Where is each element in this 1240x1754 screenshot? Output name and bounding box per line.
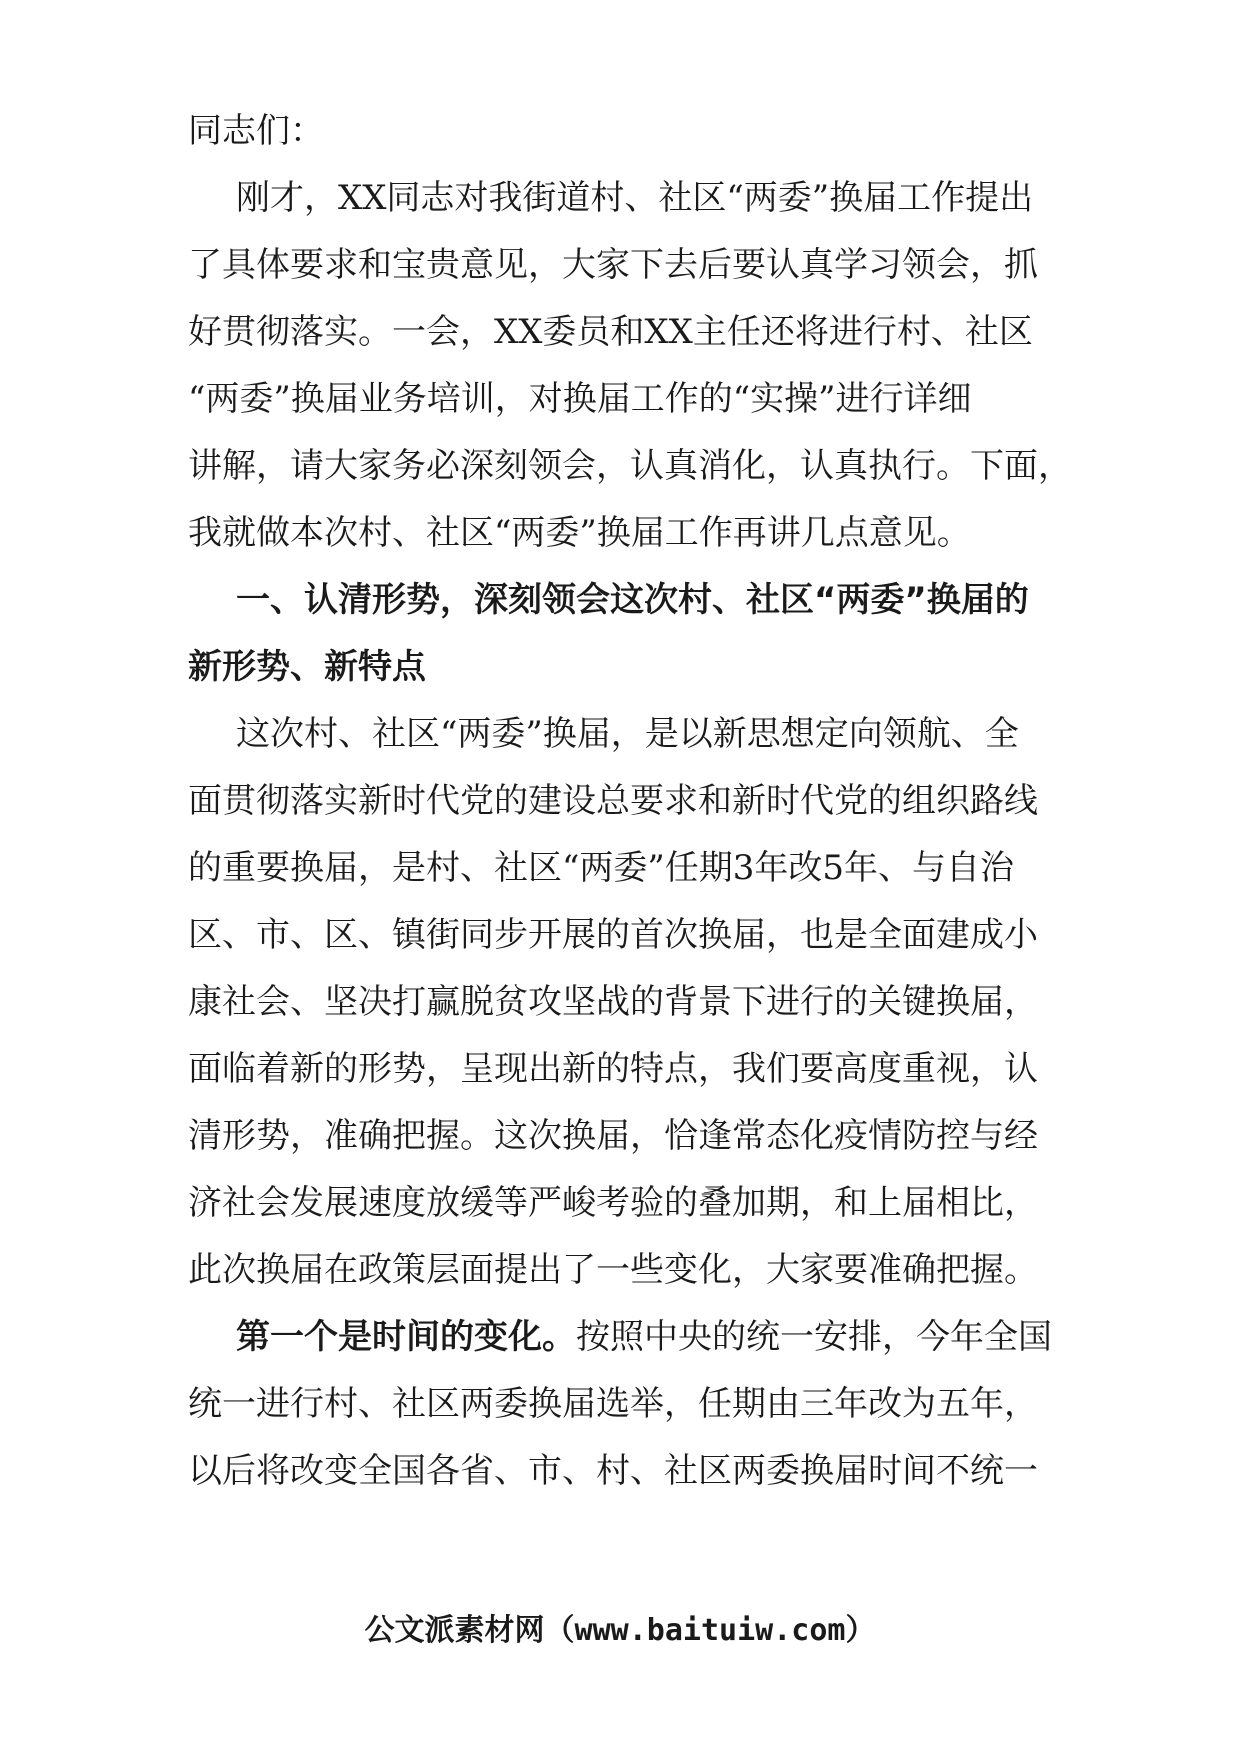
paragraph-line: 刚才，XX同志对我街道村、社区“两委”换届工作提出 <box>236 178 1034 218</box>
section-heading-1 <box>188 567 1054 701</box>
paragraph-situation <box>188 701 1054 1304</box>
paragraph-line: 的重要换届，是村、社区“两委”任期3年改5年、与自治 <box>188 848 1015 888</box>
paragraph-line <box>188 1304 1054 1371</box>
paragraph-line: 面临着新的形势，呈现出新的特点，我们要高度重视，认 <box>188 1049 1038 1089</box>
paragraph-line: 了具体要求和宝贵意见，大家下去后要认真学习领会，抓 <box>188 245 1038 285</box>
paragraph-line: 区、市、区、镇街同步开展的首次换届，也是全面建成小 <box>188 915 1038 955</box>
paragraph-line: 济社会发展速度放缓等严峻考验的叠加期，和上届相比， <box>188 1183 1038 1223</box>
paragraph-line: 清形势，准确把握。这次换届，恰逢常态化疫情防控与经 <box>188 1116 1038 1156</box>
paragraph-intro <box>188 165 1072 567</box>
salutation: 同志们： <box>188 111 324 151</box>
paragraph-line: 统一进行村、社区两委换届选举，任期由三年改为五年， <box>188 1384 1038 1424</box>
paragraph-line: 好贯彻落实。一会，XX委员和XX主任还将进行村、社区 <box>188 312 1033 352</box>
footer-site-name: 公文派素材网 <box>364 1613 545 1648</box>
heading-line: 新形势、新特点 <box>188 647 426 687</box>
lead-bold-text: 第一个是时间的变化。 <box>236 1317 576 1357</box>
footer-url: （www.baituiw.com） <box>544 1613 876 1648</box>
paragraph-line: “两委”换届业务培训，对换届工作的“实操”进行详细 <box>188 379 972 419</box>
lead-rest-text: 按照中央的统一安排，今年全国 <box>576 1317 1052 1357</box>
paragraph-line: 以后将改变全国各省、市、村、社区两委换届时间不统一 <box>188 1451 1038 1491</box>
paragraph-line: 讲解，请大家务必深刻领会，认真消化，认真执行。下面， <box>188 446 1072 486</box>
paragraph-line: 康社会、坚决打赢脱贫攻坚战的背景下进行的关键换届， <box>188 982 1038 1022</box>
paragraph-line: 这次村、社区“两委”换届，是以新思想定向领航、全 <box>236 714 1019 754</box>
document-body <box>188 98 1072 1505</box>
paragraph-line: 此次换届在政策层面提出了一些变化，大家要准确把握。 <box>188 1250 1038 1290</box>
paragraph-line: 面贯彻落实新时代党的建设总要求和新时代党的组织路线 <box>188 781 1038 821</box>
page-footer <box>0 1605 1240 1649</box>
paragraph-time-change <box>188 1304 1054 1505</box>
paragraph-line: 我就做本次村、社区“两委”换届工作再讲几点意见。 <box>188 513 971 553</box>
heading-line: 一、认清形势，深刻领会这次村、社区“两委”换届的 <box>236 580 1029 620</box>
